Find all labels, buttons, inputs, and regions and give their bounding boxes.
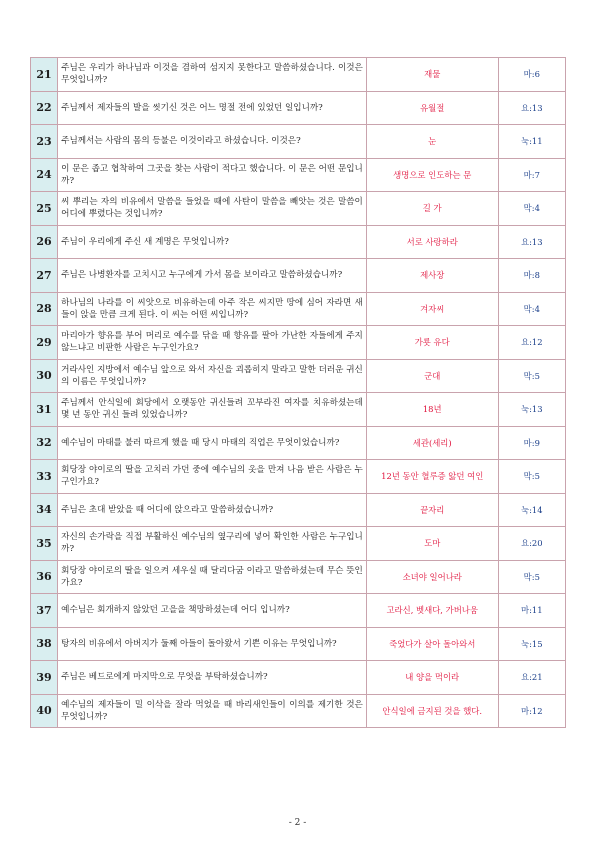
- table-row: [31, 694, 566, 728]
- scripture-reference: 요:21: [498, 661, 565, 695]
- scripture-reference: 요:13: [498, 225, 565, 259]
- table-row: [31, 460, 566, 494]
- table-row: [31, 594, 566, 628]
- question-number: 31: [31, 393, 58, 427]
- question-number: 27: [31, 259, 58, 293]
- table-row: [31, 661, 566, 695]
- question-number: 40: [31, 694, 58, 728]
- answer-text: 고라신, 벳새다, 가버나움: [366, 594, 498, 628]
- answer-text: 서로 사랑하라: [366, 225, 498, 259]
- table-row: [31, 91, 566, 125]
- question-text: 거라사인 지방에서 예수님 앞으로 와서 자신을 괴롭히지 말라고 말한 더러운 귀신의 이름은 무엇입니까?: [58, 359, 367, 393]
- answer-text: 12년 동안 혈루증 앓던 여인: [366, 460, 498, 494]
- scripture-reference: 요:12: [498, 326, 565, 360]
- scripture-reference: 요:20: [498, 527, 565, 561]
- question-text: 주님께서 안식일에 회당에서 오랫동안 귀신들려 꼬부라진 여자를 치유하셨는데 몇 년 동안 귀신 들려 있었습니까?: [58, 393, 367, 427]
- table-row: [31, 292, 566, 326]
- answer-text: 생명으로 인도하는 문: [366, 158, 498, 192]
- scripture-reference: 막:5: [498, 460, 565, 494]
- question-number: 21: [31, 58, 58, 92]
- scripture-reference: 막:5: [498, 560, 565, 594]
- question-number: 33: [31, 460, 58, 494]
- table-row: [31, 393, 566, 427]
- question-number: 25: [31, 192, 58, 226]
- scripture-reference: 눅:11: [498, 125, 565, 159]
- scripture-reference: 마:9: [498, 426, 565, 460]
- question-text: 탕자의 비유에서 아버지가 둘째 아들이 돌아왔서 기쁜 이유는 무엇입니까?: [58, 627, 367, 661]
- table-row: [31, 58, 566, 92]
- answer-text: 끝자리: [366, 493, 498, 527]
- answer-text: 안식일에 금지된 것을 했다.: [366, 694, 498, 728]
- table-row: [31, 493, 566, 527]
- question-number: 38: [31, 627, 58, 661]
- answer-text: 재물: [366, 58, 498, 92]
- scripture-reference: 눅:14: [498, 493, 565, 527]
- table-row: [31, 125, 566, 159]
- answer-text: 소녀야 일어나라: [366, 560, 498, 594]
- question-number: 24: [31, 158, 58, 192]
- question-number: 29: [31, 326, 58, 360]
- question-number: 23: [31, 125, 58, 159]
- table-row: [31, 225, 566, 259]
- answer-text: 겨자씨: [366, 292, 498, 326]
- scripture-reference: 눅:13: [498, 393, 565, 427]
- scripture-reference: 마:12: [498, 694, 565, 728]
- question-text: 예수님이 마태를 불러 따르게 했을 때 당시 마태의 직업은 무엇이었습니까?: [58, 426, 367, 460]
- question-number: 37: [31, 594, 58, 628]
- question-text: 예수님은 회개하지 않았던 고을을 책망하셨는데 어디 입니까?: [58, 594, 367, 628]
- table-row: [31, 426, 566, 460]
- scripture-reference: 마:8: [498, 259, 565, 293]
- table-row: [31, 359, 566, 393]
- quiz-rows: [31, 58, 566, 728]
- question-text: 주님은 우리가 하나님과 이것을 겸하여 섬지지 못한다고 말씀하셨습니다. 이것은 무엇입니까?: [58, 58, 367, 92]
- answer-text: 세관(세리): [366, 426, 498, 460]
- answer-text: 유월절: [366, 91, 498, 125]
- table-row: [31, 326, 566, 360]
- answer-text: 제사장: [366, 259, 498, 293]
- question-number: 30: [31, 359, 58, 393]
- scripture-reference: 요:13: [498, 91, 565, 125]
- question-number: 22: [31, 91, 58, 125]
- table-row: [31, 259, 566, 293]
- scripture-reference: 마:6: [498, 58, 565, 92]
- question-text: 씨 뿌리는 자의 비유에서 말씀을 들었을 때에 사탄이 말씀을 빼앗는 것은 말씀이 어디에 뿌렸다는 것입니까?: [58, 192, 367, 226]
- table-row: [31, 560, 566, 594]
- table-row: [31, 627, 566, 661]
- question-text: 주님께서 제자들의 발을 씻기신 것은 어느 명절 전에 있었던 일입니까?: [58, 91, 367, 125]
- question-text: 예수님의 제자들이 밀 이삭을 잘라 먹었을 때 바리새인들이 이의를 제기한 것은 무엇입니까?: [58, 694, 367, 728]
- question-number: 36: [31, 560, 58, 594]
- question-number: 26: [31, 225, 58, 259]
- table-row: [31, 192, 566, 226]
- answer-text: 내 양을 먹이라: [366, 661, 498, 695]
- question-number: 39: [31, 661, 58, 695]
- question-number: 34: [31, 493, 58, 527]
- answer-text: 눈: [366, 125, 498, 159]
- question-text: 이 문은 좁고 협착하여 그곳을 찾는 사람이 적다고 했습니다. 이 문은 어떤 문입니까?: [58, 158, 367, 192]
- table-row: [31, 527, 566, 561]
- question-text: 회당장 야이로의 딸을 고치러 가던 중에 예수님의 옷을 만져 나음 받은 사람은 누구인가요?: [58, 460, 367, 494]
- question-text: 자신의 손가락을 직접 부활하신 예수님의 옆구리에 넣어 확인한 사람은 누구입니까?: [58, 527, 367, 561]
- scripture-reference: 마:11: [498, 594, 565, 628]
- answer-text: 죽었다가 살아 돌아와서: [366, 627, 498, 661]
- scripture-reference: 마:7: [498, 158, 565, 192]
- scripture-reference: 막:4: [498, 192, 565, 226]
- table-row: [31, 158, 566, 192]
- question-number: 28: [31, 292, 58, 326]
- answer-text: 도마: [366, 527, 498, 561]
- question-text: 주님은 베드로에게 마지막으로 무엇을 부탁하셨습니까?: [58, 661, 367, 695]
- question-text: 주님께서는 사람의 몸의 등불은 이것이라고 하셨습니다. 이것은?: [58, 125, 367, 159]
- question-number: 32: [31, 426, 58, 460]
- question-text: 주님은 초대 받았을 때 어디에 앉으라고 말씀하셨습니까?: [58, 493, 367, 527]
- quiz-sheet: [30, 57, 566, 728]
- page-number: - 2 -: [288, 818, 307, 828]
- answer-text: 가룟 유다: [366, 326, 498, 360]
- quiz-table: [30, 57, 566, 728]
- scripture-reference: 막:4: [498, 292, 565, 326]
- question-text: 회당장 야이로의 딸을 일으켜 세우실 때 달리다굼 이라고 말씀하셨는데 무슨 뜻인가요?: [58, 560, 367, 594]
- scripture-reference: 막:5: [498, 359, 565, 393]
- scripture-reference: 눅:15: [498, 627, 565, 661]
- answer-text: 군대: [366, 359, 498, 393]
- question-text: 마리아가 향유를 부어 머리로 예수를 닦을 때 향유를 팔아 가난한 자들에게 주지 않느냐고 비판한 사람은 누구인가요?: [58, 326, 367, 360]
- question-text: 하나님의 나라를 이 씨앗으로 비유하는데 아주 작은 씨지만 땅에 심어 자라면 새들이 앉을 만큼 크게 된다. 이 씨는 어떤 씨입니까?: [58, 292, 367, 326]
- question-text: 주님은 나병환자를 고치시고 누구에게 가서 몸을 보이라고 말씀하셨습니까?: [58, 259, 367, 293]
- question-text: 주님이 우리에게 주신 새 계명은 무엇입니까?: [58, 225, 367, 259]
- answer-text: 길 가: [366, 192, 498, 226]
- answer-text: 18년: [366, 393, 498, 427]
- question-number: 35: [31, 527, 58, 561]
